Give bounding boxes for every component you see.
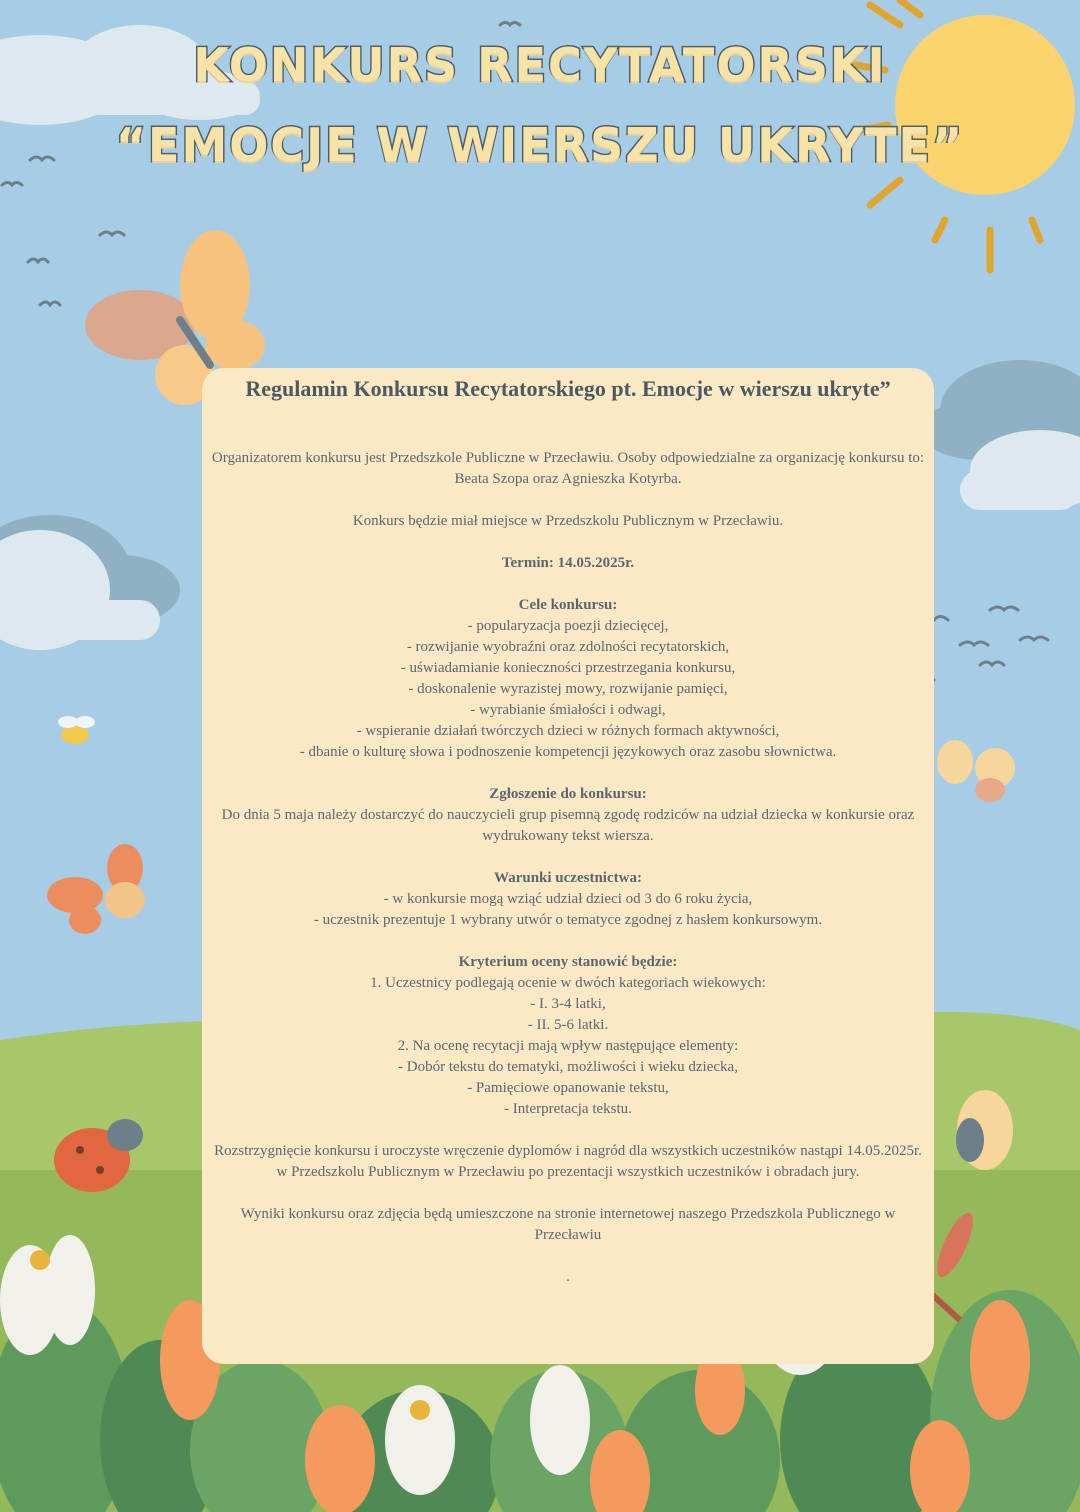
goal-item: - uświadamianie konieczności przestrzegania konkursu,	[400, 660, 736, 676]
criteria-item: - Dobór tekstu do tematyki, możliwości i wieku dziecka,	[398, 1059, 738, 1075]
conditions-heading: Warunki uczestnictwa:	[494, 870, 642, 886]
criteria-item: - II. 5-6 latki.	[527, 1017, 609, 1033]
criteria-item: - Interpretacja tekstu.	[504, 1101, 632, 1117]
page-title-line1: KONKURS RECYTATORSKI	[193, 38, 887, 92]
goal-item: - dbanie o kulturę słowa i podnoszenie kompetencji językowych oraz zasobu słownictwa.	[299, 744, 837, 760]
organizer-paragraph: Organizatorem konkursu jest Przedszkole Publiczne w Przecławiu. Osoby odpowiedzialne za organizację konkursu to: Beata Szopa oraz Agnieszka Kotyrba.	[211, 450, 925, 487]
condition-item: - uczestnik prezentuje 1 wybrany utwór o tematyce zgodnej z hasłem konkursowym.	[313, 912, 823, 928]
location-paragraph: Konkurs będzie miał miejsce w Przedszkolu Publicznym w Przecławiu.	[352, 513, 784, 529]
rules-panel	[202, 368, 934, 1364]
criteria-item: - I. 3-4 latki,	[530, 996, 606, 1012]
goal-item: - popularyzacja poezji dziecięcej,	[467, 618, 669, 634]
goals-section	[210, 595, 926, 763]
criteria-item: 1. Uczestnicy podlegają ocenie w dwóch kategoriach wiekowych:	[370, 975, 766, 991]
goal-item: - rozwijanie wyobraźni oraz zdolności recytatorskich,	[406, 639, 730, 655]
condition-item: - w konkursie mogą wziąć udział dzieci od 3 do 6 roku życia,	[383, 891, 753, 907]
criteria-item: 2. Na ocenę recytacji mają wpływ następujące elementy:	[397, 1038, 739, 1054]
goal-item: - wyrabianie śmiałości i odwagi,	[470, 702, 666, 718]
registration-heading: Zgłoszenie do konkursu:	[489, 786, 647, 802]
criteria-heading: Kryterium oceny stanowić będzie:	[458, 954, 678, 970]
page-title-line2: “EMOCJE W WIERSZU UKRYTE”	[115, 118, 965, 172]
registration-section	[210, 784, 926, 847]
goals-heading: Cele konkursu:	[518, 597, 618, 613]
trailing-dot: .	[566, 1269, 570, 1285]
criteria-section	[210, 952, 926, 1120]
results-paragraph: Rozstrzygnięcie konkursu i uroczyste wręczenie dyplomów i nagród dla wszystkich uczestników nastąpi 14.05.2025r. w Przedszkolu Publicznym w Przecławiu po prezentacji wszystkich uczestników i obradach jury.	[214, 1143, 922, 1180]
registration-text: Do dnia 5 maja należy dostarczyć do nauczycieli grup pisemną zgodę rodziców na udział dziecka w konkursie oraz wydrukowany tekst wiersza.	[221, 807, 915, 844]
goal-item: - doskonalenie wyrazistej mowy, rozwijanie pamięci,	[408, 681, 728, 697]
rules-heading: Regulamin Konkursu Recytatorskiego pt. Emocje w wierszu ukryte”	[245, 376, 891, 401]
criteria-item: - Pamięciowe opanowanie tekstu,	[467, 1080, 669, 1096]
date-paragraph: Termin: 14.05.2025r.	[501, 555, 635, 571]
publication-paragraph: Wyniki konkursu oraz zdjęcia będą umieszczone na stronie internetowej naszego Przedszkola Publicznego w Przecławiu	[240, 1206, 896, 1243]
conditions-section	[210, 868, 926, 931]
goal-item: - wspieranie działań twórczych dzieci w różnych formach aktywności,	[356, 723, 780, 739]
